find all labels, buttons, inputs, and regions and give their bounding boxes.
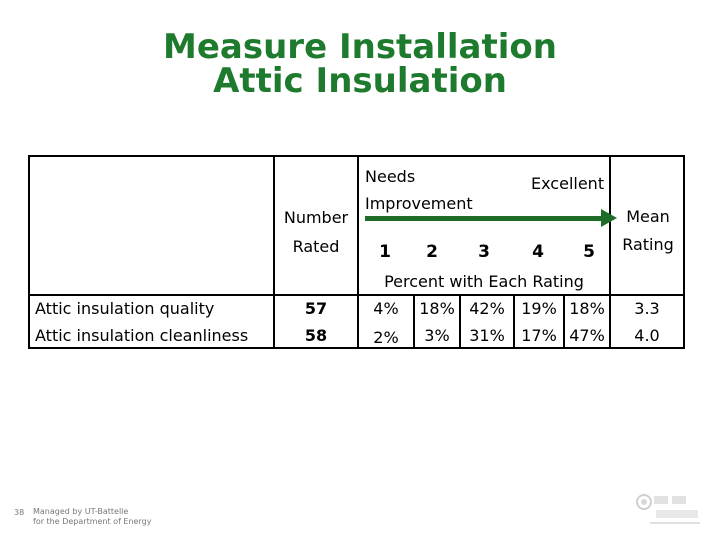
table-row-2-number-rated: 58 (304, 326, 328, 345)
table-row-1-pct-3: 42% (469, 299, 505, 318)
title-line-2: Attic Insulation (213, 61, 507, 101)
oak-ridge-logo-icon (632, 490, 704, 528)
footer-attribution (33, 507, 151, 527)
slide-title (0, 27, 720, 101)
needs-line-2: Improvement (365, 194, 473, 213)
table-row-1-pct-1: 4% (373, 299, 399, 318)
grid-row-percents-top (357, 294, 609, 296)
table-row-2-mean: 4.0 (634, 326, 660, 345)
scale-1: 1 (379, 242, 391, 262)
rating-direction-arrow (365, 216, 605, 221)
table-row-2-pct-1: 2% (373, 328, 399, 347)
table-row-1-pct-4: 19% (521, 299, 557, 318)
scale-3: 3 (478, 242, 490, 262)
mean-line-1: Mean (626, 207, 670, 226)
number-rated-line-1: Number (283, 208, 349, 227)
page-number: 38 (14, 508, 25, 517)
table-row-1-label: Attic insulation quality (35, 299, 215, 318)
table-row-1-number-rated: 57 (304, 299, 328, 318)
needs-improvement-label (365, 163, 473, 217)
mean-line-2: Rating (622, 235, 674, 254)
table-row-1-pct-5: 18% (569, 299, 605, 318)
table-row-1-mean: 3.3 (634, 299, 660, 318)
mean-rating-header (611, 203, 685, 259)
percent-caption: Percent with Each Rating (384, 272, 584, 291)
table-border-left (28, 155, 30, 349)
footer-line-1: Managed by UT-Battelle (33, 507, 129, 516)
table-row-1-pct-2: 18% (419, 299, 455, 318)
table-row-2-pct-3: 31% (469, 326, 505, 345)
scale-5: 5 (583, 242, 595, 262)
table-row-2-pct-5: 47% (569, 326, 605, 345)
needs-line-1: Needs (365, 167, 416, 186)
grid-col-number-right (357, 155, 359, 349)
table-row-2-pct-2: 3% (424, 326, 450, 345)
number-rated-header (275, 203, 357, 261)
scale-4: 4 (532, 242, 544, 262)
ratings-table (28, 155, 685, 349)
scale-2: 2 (426, 242, 438, 262)
number-rated-line-2: Rated (292, 237, 340, 256)
title-line-1: Measure Installation (163, 27, 557, 67)
footer-line-2: for the Department of Energy (33, 517, 152, 526)
table-row-2-label: Attic insulation cleanliness (35, 326, 249, 345)
excellent-label: Excellent (531, 174, 605, 193)
table-row-2-pct-4: 17% (521, 326, 557, 345)
